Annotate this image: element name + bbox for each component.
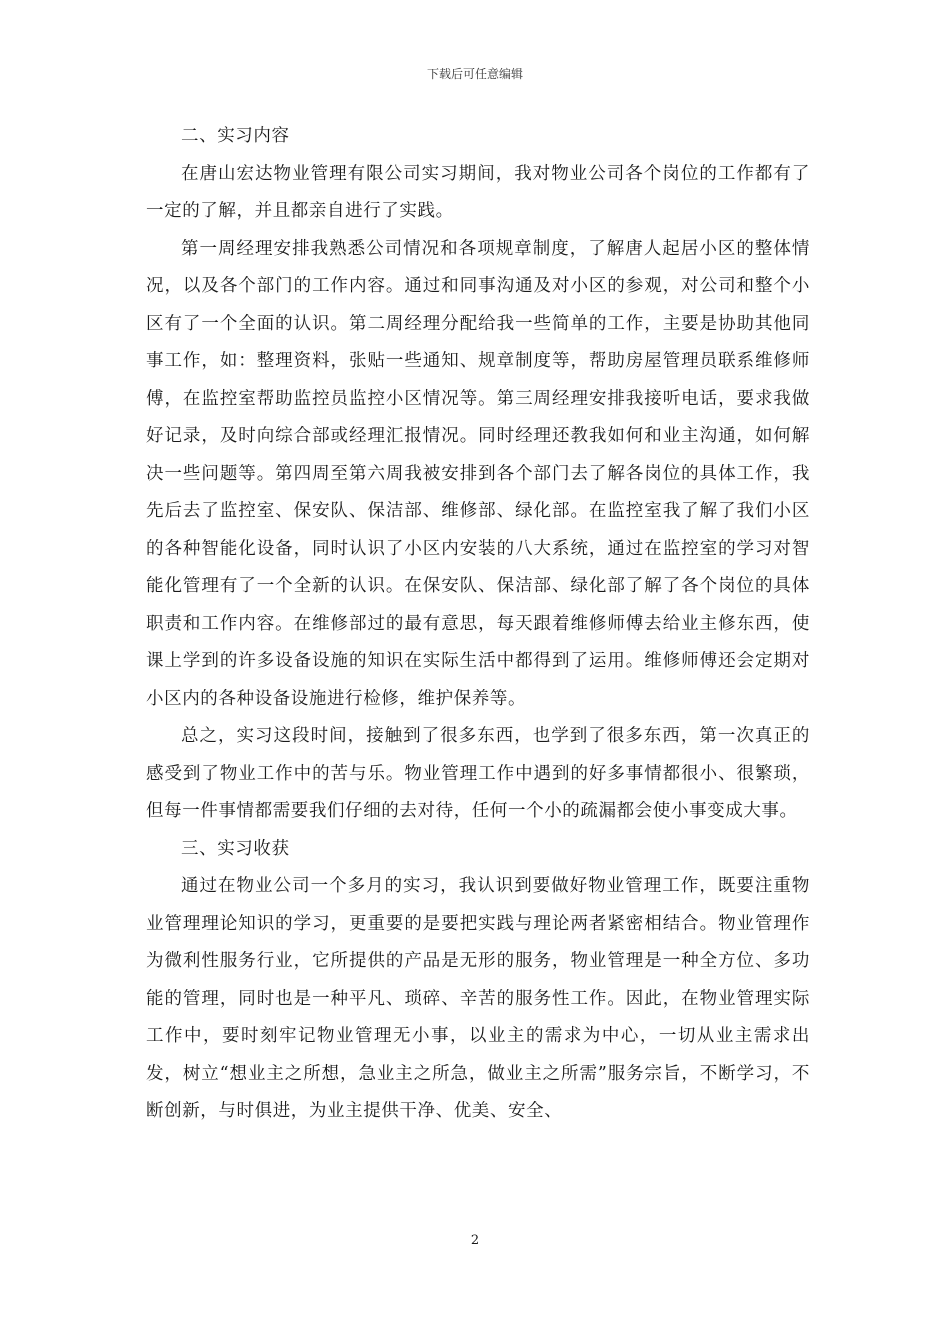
- paragraph-1: 在唐山宏达物业管理有限公司实习期间，我对物业公司各个岗位的工作都有了一定的了解，并且都亲自进行了实践。: [146, 163, 810, 221]
- paragraph-4: 通过在物业公司一个多月的实习，我认识到要做好物业管理工作，既要注重物业管理理论知识的学习，更重要的是要把实践与理论两者紧密相结合。物业管理作为微利性服务行业，它所提供的产品是无形的服务，物业管理是一种全方位、多功能的管理，同时也是一种平凡、琐碎、辛苦的服务性工作。因此，在物业管理实际工作中，要时刻牢记物业管理无小事，以业主的需求为中心，一切从业主需求出发，树立“想业主之所想，急业主之所急，做业主之所需”服务宗旨，不断学习，不断创新，与时俱进，为业主提供干净、优美、安全、: [146, 876, 810, 1121]
- page-header: 下载后可任意编辑: [426, 67, 523, 81]
- document-body: [146, 118, 810, 1131]
- paragraph-3: 总之，实习这段时间，接触到了很多东西，也学到了很多东西，第一次真正的感受到了物业工作中的苦与乐。物业管理工作中遇到的好多事情都很小、很繁琐，但每一件事情都需要我们仔细的去对待，任何一个小的疏漏都会使小事变成大事。: [146, 726, 810, 821]
- section-heading-content: 二、实习内容: [181, 126, 290, 146]
- section-heading-gains: 三、实习收获: [181, 838, 290, 859]
- page-number: 2: [470, 1233, 480, 1248]
- paragraph-2: 第一周经理安排我熟悉公司情况和各项规章制度，了解唐人起居小区的整体情况，以及各个部门的工作内容。通过和同事沟通及对小区的参观，对公司和整个小区有了一个全面的认识。第二周经理分配给我一些简单的工作，主要是协助其他同事工作，如：整理资料，张贴一些通知、规章制度等，帮助房屋管理员联系维修师傅，在监控室帮助监控员监控小区情况等。第三周经理安排我接听电话，要求我做好记录，及时向综合部或经理汇报情况。同时经理还教我如何和业主沟通，如何解决一些问题等。第四周至第六周我被安排到各个部门去了解各岗位的具体工作，我先后去了监控室、保安队、保洁部、维修部、绿化部。在监控室我了解了我们小区的各种智能化设备，同时认识了小区内安装的八大系统，通过在监控室的学习对智能化管理有了一个全新的认识。在保安队、保洁部、绿化部了解了各个岗位的具体职责和工作内容。在维修部过的最有意思，每天跟着维修师傅去给业主修东西，使课上学到的许多设备设施的知识在实际生活中都得到了运用。维修师傅还会定期对小区内的各种设备设施进行检修，维护保养等。: [146, 238, 810, 709]
